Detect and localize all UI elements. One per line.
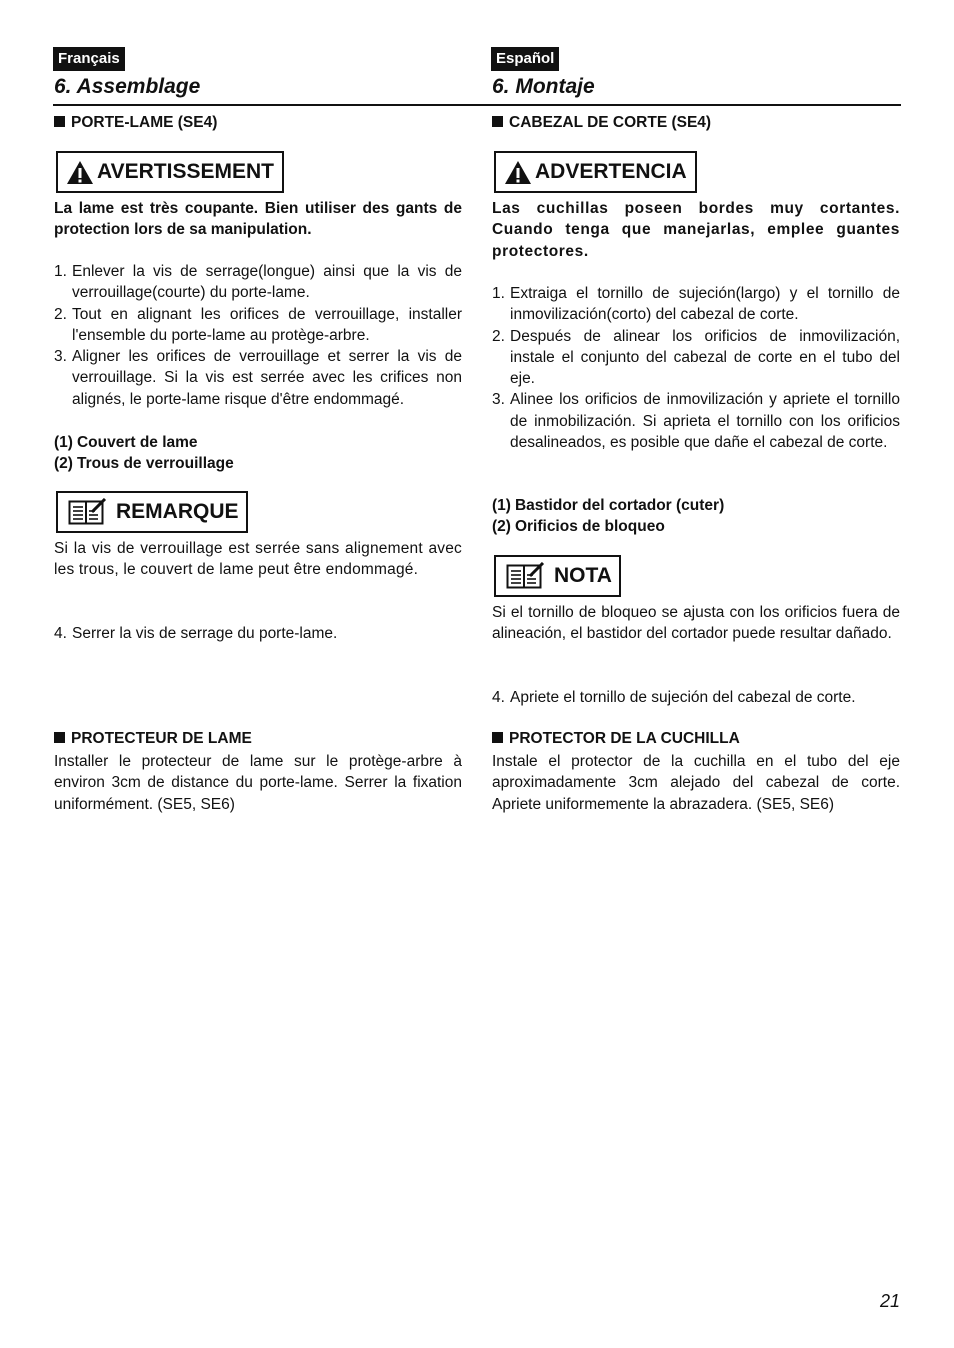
note-box-spanish — [494, 555, 621, 597]
note-book-icon — [506, 562, 546, 590]
warning-triangle-icon — [504, 160, 532, 185]
bullet-square-icon — [492, 116, 503, 127]
warning-text-french: La lame est très coupante. Bien utiliser des gants de protection lors de sa manipulation. — [54, 200, 462, 239]
subhead-cabezal — [492, 114, 711, 132]
step-text: Después de alinear los orificios de inmovilización, instale el conjunto del cabezal de corte en el tubo del eje. — [510, 327, 900, 388]
step-text: Serrer la vis de serrage du porte-lame. — [72, 625, 338, 642]
subhead-text: PROTECTOR DE LA CUCHILLA — [509, 730, 740, 747]
step-number: 1. — [54, 263, 67, 280]
steps-list-spanish — [492, 283, 900, 453]
warning-label: AVERTISSEMENT — [97, 160, 274, 183]
label-item — [54, 453, 234, 474]
label-number: (1) — [54, 434, 73, 451]
note-label: NOTA — [554, 564, 612, 587]
warning-box-french — [56, 151, 284, 193]
subhead-protector — [492, 730, 740, 748]
step-number: 1. — [492, 285, 505, 302]
steps-list-french — [54, 261, 462, 410]
list-item — [492, 326, 900, 390]
list-item — [492, 283, 900, 326]
warning-box-spanish — [494, 151, 697, 193]
label-number: (2) — [54, 455, 73, 473]
label-text: Couvert de lame — [76, 434, 198, 451]
step-number: 4. — [54, 625, 67, 642]
bullet-square-icon — [492, 732, 503, 743]
note-book-icon — [68, 498, 108, 526]
label-text: Trous de verrouillage — [76, 455, 234, 473]
label-text: Orificios de bloqueo — [514, 518, 665, 536]
page-number: 21 — [880, 1291, 901, 1311]
step-number: 3. — [54, 348, 67, 366]
subhead-text: CABEZAL DE CORTE (SE4) — [509, 114, 712, 131]
bullet-square-icon — [54, 116, 65, 127]
label-item — [54, 432, 234, 453]
labels-french — [54, 432, 234, 475]
step-number: 2. — [492, 327, 505, 345]
step-number: 4. — [492, 689, 505, 706]
step-text: Extraiga el tornillo de sujeción(largo) y el tornillo de inmovilización(corto) del cabezal de corte. — [510, 285, 900, 324]
warning-triangle-icon — [66, 160, 94, 185]
protector-text-spanish: Instale el protector de la cuchilla en el tubo del eje aproximadamente 3cm alejado del cabezal de corte. Apriete uniformemente la abrazadera. (SE5, SE6) — [492, 753, 900, 813]
step-text: Aligner les orifices de verrouillage et serrer la vis de verrouillage. Si la vis est serrée avec les crifices non alignés, le porte-lame risque d'être endommagé. — [72, 348, 462, 408]
note-text-french: Si la vis de verrouillage est serrée sans alignement avec les trous, le couvert de lame peut être endommagé. — [54, 540, 462, 579]
subhead-protecteur — [54, 730, 252, 748]
step-number: 3. — [492, 391, 505, 409]
note-label: REMARQUE — [116, 500, 239, 523]
step4-french — [54, 623, 462, 644]
section-title-french: 6. Assemblage — [54, 75, 201, 98]
subhead-text: PORTE-LAME (SE4) — [71, 114, 218, 131]
labels-spanish — [492, 495, 724, 538]
section-title-spanish: 6. Montaje — [492, 75, 595, 98]
list-item — [54, 623, 462, 644]
step-text: Apriete el tornillo de sujeción del cabezal de corte. — [510, 689, 856, 706]
step-text: Enlever la vis de serrage(longue) ainsi que la vis de verrouillage(courte) du porte-lame. — [72, 263, 462, 302]
list-item — [54, 346, 462, 410]
language-tag-french: Français — [53, 47, 125, 71]
note-box-french — [56, 491, 248, 533]
language-tag-spanish: Español — [491, 47, 559, 71]
warning-label: ADVERTENCIA — [535, 160, 687, 183]
label-number: (2) — [492, 518, 511, 536]
protector-text-french: Installer le protecteur de lame sur le protège-arbre à environ 3cm de distance du porte-lame. Serrer la fixation uniformément. (SE5, SE6) — [54, 753, 462, 813]
label-item — [492, 495, 724, 516]
list-item — [54, 304, 462, 347]
label-item — [492, 516, 724, 537]
header-rule — [53, 104, 901, 106]
step-text: Alinee los orificios de inmovilización y apriete el tornillo de inmobilización. Si aprieta el tornillo con los orificios desalineados, es posible que dañe el cabezal de corte. — [510, 391, 900, 452]
warning-text-spanish: Las cuchillas poseen bordes muy cortantes. Cuando tenga que manejarlas, emplee guantes protectores. — [492, 200, 900, 260]
list-item — [492, 687, 900, 708]
step-number: 2. — [54, 305, 67, 323]
label-text: Bastidor del cortador (cuter) — [514, 497, 725, 514]
list-item — [492, 389, 900, 453]
subhead-porte-lame — [54, 114, 217, 132]
label-number: (1) — [492, 497, 511, 514]
step-text: Tout en alignant les orifices de verrouillage, installer l'ensemble du porte-lame au protège-arbre. — [72, 305, 462, 344]
bullet-square-icon — [54, 732, 65, 743]
subhead-text: PROTECTEUR DE LAME — [71, 730, 252, 747]
note-text-spanish: Si el tornillo de bloqueo se ajusta con los orificios fuera de alineación, el bastidor del cortador puede resultar dañado. — [492, 604, 900, 643]
step4-spanish — [492, 687, 900, 708]
list-item — [54, 261, 462, 304]
